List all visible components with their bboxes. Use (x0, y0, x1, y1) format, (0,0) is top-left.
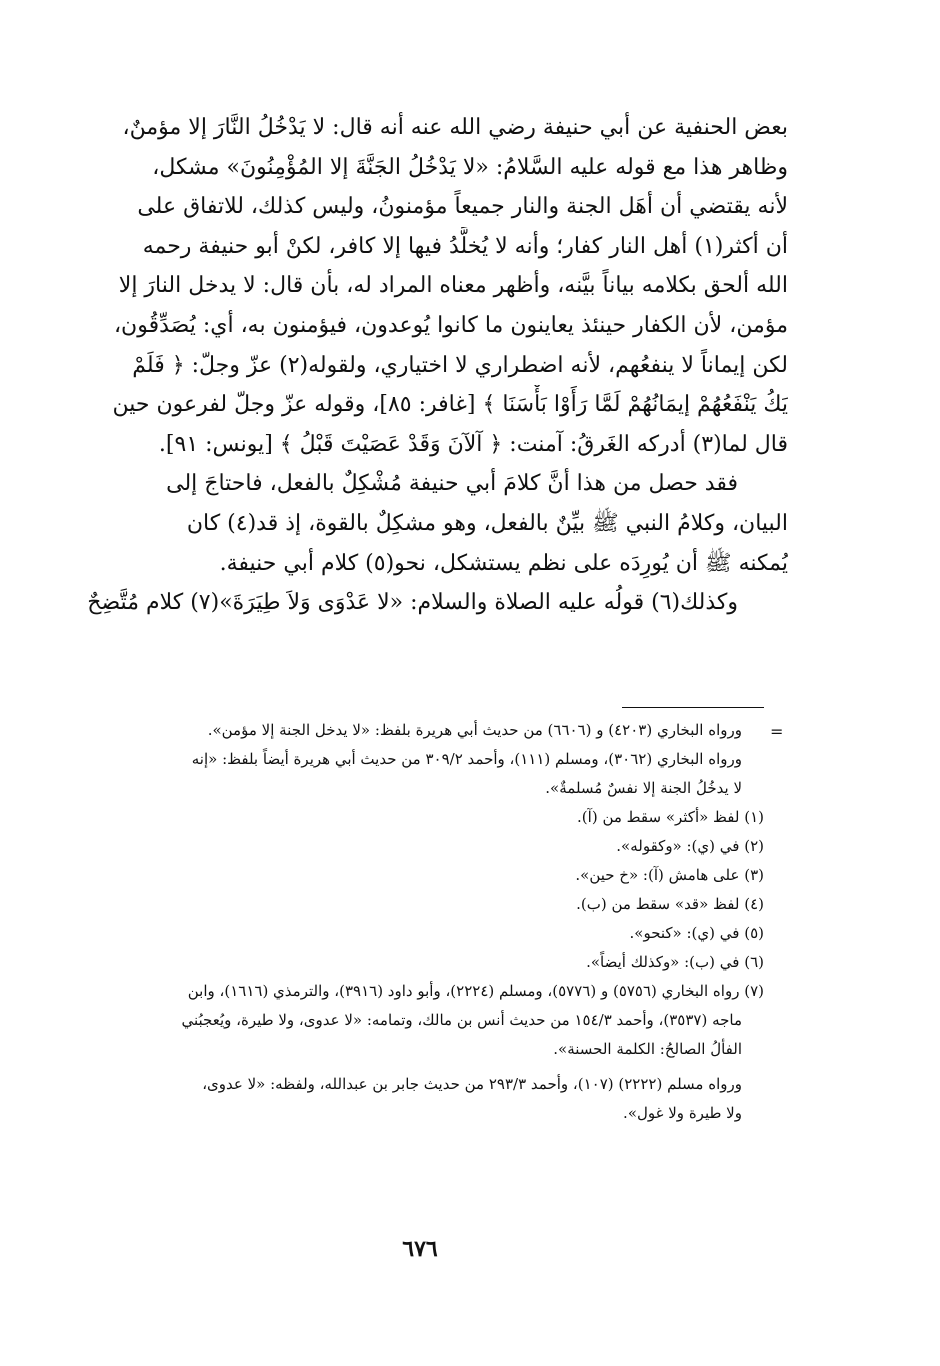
text-line: وظاهر هذا مع قوله عليه السَّلامُ: «لا يَدْخُلُ الجَنَّةَ إلا المُؤْمِنُونَ» مشكل، (152, 154, 788, 180)
footnote-line: ولا طيرة ولا غول». (623, 1104, 742, 1122)
footnote-line: (٤) لفظ «قد» سقط من (ب). (576, 895, 764, 913)
footnote-line: الفألُ الصالحُ: الكلمة الحسنة». (553, 1040, 742, 1058)
text-line: يَكُ يَنْفَعُهُمْ إيمَانُهُمْ لَمَّا رَأَوْا بَأْسَنَا ﴾ [غافر: ٨٥]، وقوله عزّ وجلّ لفرعون حين (112, 392, 788, 418)
text-line: لأنه يقتضي أن أهَل الجنة والنار جميعاً مؤمنونُ، وليس كذلك، للاتفاق على (137, 194, 788, 220)
page-number: ٦٧٦ (402, 1236, 438, 1262)
text-line: فقد حصل من هذا أنَّ كلامَ أبي حنيفة مُشْكِلٌ بالفعل، فاحتاجَ إلى (166, 471, 738, 497)
footnote-line: لا يدخُلُ الجنة إلا نفسٌ مُسلمةٌ». (545, 779, 742, 797)
text-line: مؤمن، لأن الكفار حينئذ يعاينون ما كانوا يُوعدون، فيؤمنون به، أي: يُصَدِّقُون، (113, 312, 788, 338)
footnotes (74, 716, 764, 1128)
main-text (66, 108, 788, 623)
footnote-continuation-marker: = (770, 722, 784, 741)
footnote-line: ماجه (٣٥٣٧)، وأحمد ١٥٤/٣ من حديث أنس بن مالك، وتمامه: «لا عدوى، ولا طيرة، ويُعجبُني (181, 1011, 742, 1029)
text-line: البيان، وكلامُ النبي ﷺ بيِّنٌ بالفعل، وهو مشكِلٌ بالقوة، إذ قد(٤) كان (186, 510, 788, 536)
footnote-line: (٣) على هامش (آ): «خ حين». (575, 866, 764, 884)
text-line: يُمكنه ﷺ أن يُورِدَه على نظم يستشكل، نحو(٥) كلام أبي حنيفة. (219, 550, 788, 576)
footnote-line: ورواه البخاري (٤٢٠٣) و (٦٦٠٦) من حديث أبي هريرة بلفظ: «لا يدخل الجنة إلا مؤمن». (207, 721, 742, 739)
text-line: الله ألحق بكلامه بياناً بيَّنه، وأظهر معناه المراد له، بأن قال: لا يدخل النارَ إلا (118, 273, 788, 299)
text-line: قال لما(٣) أدركه الغَرقُ: آمنت: ﴿ آلآنَ وَقَدْ عَصَيْتَ قَبْلُ ﴾ [يونس: ٩١]. (158, 431, 788, 457)
footnote-line: (٦) في (ب): «وكذلك أيضاً». (586, 953, 764, 971)
text-line: بعض الحنفية عن أبي حنيفة رضي الله عنه أنه قال: لا يَدْخُلُ النَّارَ إلا مؤمنٌ، (122, 115, 788, 140)
text-line: أن أكثر(١) أهل النار كفار؛ وأنه لا يُخلَّدُ فيها إلا كافر، لكنْ أبو حنيفة رحمه (142, 233, 788, 259)
footnote-line: ورواه مسلم (٢٢٢٢) (١٠٧)، وأحمد ٢٩٣/٣ من حديث جابر بن عبدالله، ولفظه: «لا عدوى، (202, 1075, 742, 1093)
footnote-line: (٢) في (ي): «وكقوله». (616, 837, 764, 855)
footnote-line: (٧) رواه البخاري (٥٧٥٦) و (٥٧٧٦)، ومسلم (٢٢٢٤)، وأبو داود (٣٩١٦)، والترمذي (١٦١٦)، وابن (187, 982, 764, 1000)
footnote-divider (622, 707, 764, 708)
text-line: لكن إيماناً لا ينفعُهم، لأنه اضطراري لا اختياري، ولقوله(٢) عزّ وجلّ: ﴿ فَلَمْ (132, 352, 788, 378)
footnote-line: (١) لفظ «أكثر» سقط من (آ). (577, 808, 764, 826)
footnote-line: (٥) في (ي): «كنحو». (629, 924, 764, 942)
text-line: وكذلك(٦) قولُه عليه الصلاة والسلام: «لا عَدْوَى وَلاَ طِيَرَةَ»(٧) كلام مُتَّضِحٌ (87, 590, 738, 616)
footnote-line: ورواه البخاري (٣٠٦٢)، ومسلم (١١١)، وأحمد ٣٠٩/٢ من حديث أبي هريرة أيضاً بلفظ: «إنه (191, 750, 742, 768)
